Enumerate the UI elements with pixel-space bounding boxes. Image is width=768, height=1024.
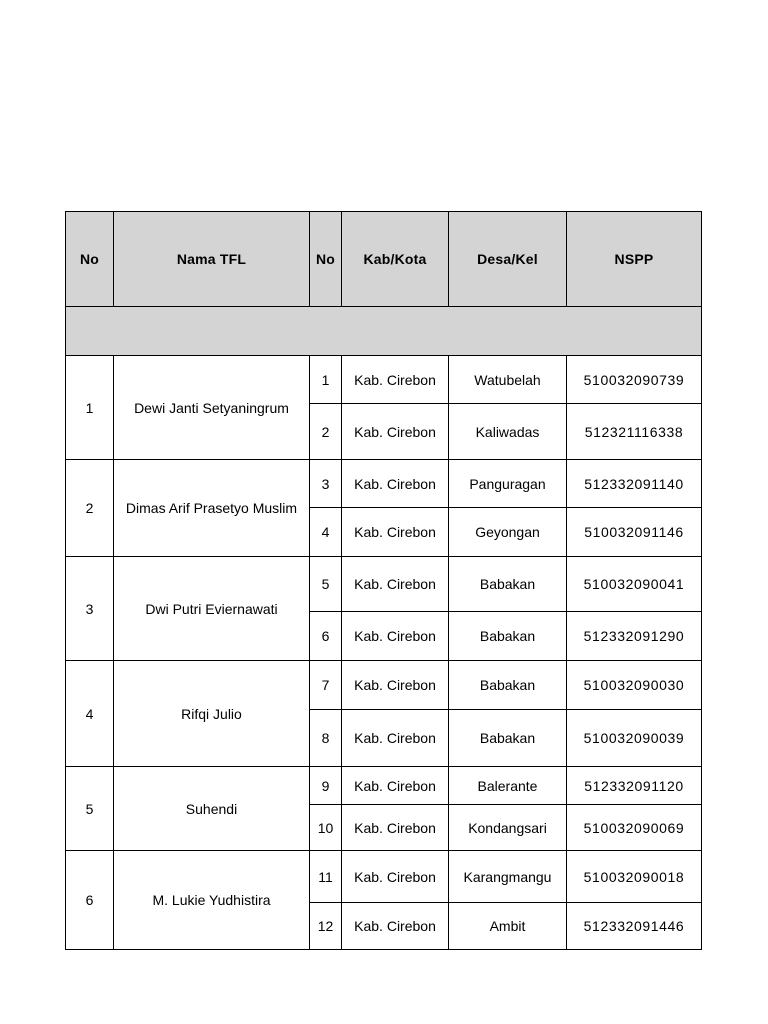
kab-kota-cell: Kab. Cirebon — [342, 767, 449, 805]
desa-kel-cell: Babakan — [449, 612, 567, 661]
desa-kel-cell: Ambit — [449, 903, 567, 950]
nspp-cell: 510032090041 — [567, 557, 702, 612]
row-no-cell: 5 — [310, 557, 342, 612]
nspp-cell: 510032090030 — [567, 661, 702, 710]
kab-kota-cell: Kab. Cirebon — [342, 460, 449, 508]
kab-kota-cell: Kab. Cirebon — [342, 661, 449, 710]
nspp-cell: 510032091146 — [567, 508, 702, 557]
header-no-2: No — [310, 212, 342, 307]
row-no-cell: 7 — [310, 661, 342, 710]
nspp-cell: 510032090739 — [567, 356, 702, 404]
table-row — [66, 851, 702, 903]
group-no-cell: 1 — [66, 356, 114, 460]
kab-kota-cell: Kab. Cirebon — [342, 612, 449, 661]
desa-kel-cell: Kondangsari — [449, 805, 567, 851]
row-no-cell: 4 — [310, 508, 342, 557]
row-no-cell: 1 — [310, 356, 342, 404]
group-no-cell: 3 — [66, 557, 114, 661]
row-no-cell: 2 — [310, 404, 342, 460]
kab-kota-cell: Kab. Cirebon — [342, 404, 449, 460]
header-no: No — [66, 212, 114, 307]
gray-band-cell — [66, 307, 702, 356]
tfl-name-cell: Dimas Arif Prasetyo Muslim — [114, 460, 310, 557]
nspp-cell: 512332091446 — [567, 903, 702, 950]
desa-kel-cell: Watubelah — [449, 356, 567, 404]
header-nspp: NSPP — [567, 212, 702, 307]
kab-kota-cell: Kab. Cirebon — [342, 356, 449, 404]
nspp-cell: 512321116338 — [567, 404, 702, 460]
tfl-name-cell: Rifqi Julio — [114, 661, 310, 767]
tfl-name-cell: Dewi Janti Setyaningrum — [114, 356, 310, 460]
kab-kota-cell: Kab. Cirebon — [342, 557, 449, 612]
header-kab-kota: Kab/Kota — [342, 212, 449, 307]
nspp-cell: 510032090039 — [567, 710, 702, 767]
nspp-cell: 512332091290 — [567, 612, 702, 661]
desa-kel-cell: Balerante — [449, 767, 567, 805]
desa-kel-cell: Panguragan — [449, 460, 567, 508]
desa-kel-cell: Geyongan — [449, 508, 567, 557]
kab-kota-cell: Kab. Cirebon — [342, 851, 449, 903]
kab-kota-cell: Kab. Cirebon — [342, 805, 449, 851]
tfl-name-cell: Dwi Putri Eviernawati — [114, 557, 310, 661]
row-no-cell: 10 — [310, 805, 342, 851]
desa-kel-cell: Kaliwadas — [449, 404, 567, 460]
tfl-table — [65, 211, 702, 950]
group-no-cell: 6 — [66, 851, 114, 950]
table-row — [66, 356, 702, 404]
row-no-cell: 12 — [310, 903, 342, 950]
nspp-cell: 510032090018 — [567, 851, 702, 903]
group-no-cell: 4 — [66, 661, 114, 767]
nspp-cell: 512332091120 — [567, 767, 702, 805]
row-no-cell: 3 — [310, 460, 342, 508]
nspp-cell: 512332091140 — [567, 460, 702, 508]
gray-band-row — [66, 307, 702, 356]
group-no-cell: 2 — [66, 460, 114, 557]
header-row — [66, 212, 702, 307]
table-row — [66, 460, 702, 508]
row-no-cell: 9 — [310, 767, 342, 805]
desa-kel-cell: Babakan — [449, 557, 567, 612]
group-no-cell: 5 — [66, 767, 114, 851]
table-row — [66, 767, 702, 805]
row-no-cell: 8 — [310, 710, 342, 767]
header-nama-tfl: Nama TFL — [114, 212, 310, 307]
desa-kel-cell: Babakan — [449, 661, 567, 710]
header-desa-kel: Desa/Kel — [449, 212, 567, 307]
nspp-cell: 510032090069 — [567, 805, 702, 851]
table-row — [66, 661, 702, 710]
tfl-name-cell: Suhendi — [114, 767, 310, 851]
kab-kota-cell: Kab. Cirebon — [342, 710, 449, 767]
desa-kel-cell: Babakan — [449, 710, 567, 767]
desa-kel-cell: Karangmangu — [449, 851, 567, 903]
table-row — [66, 557, 702, 612]
kab-kota-cell: Kab. Cirebon — [342, 903, 449, 950]
tfl-name-cell: M. Lukie Yudhistira — [114, 851, 310, 950]
kab-kota-cell: Kab. Cirebon — [342, 508, 449, 557]
row-no-cell: 6 — [310, 612, 342, 661]
row-no-cell: 11 — [310, 851, 342, 903]
